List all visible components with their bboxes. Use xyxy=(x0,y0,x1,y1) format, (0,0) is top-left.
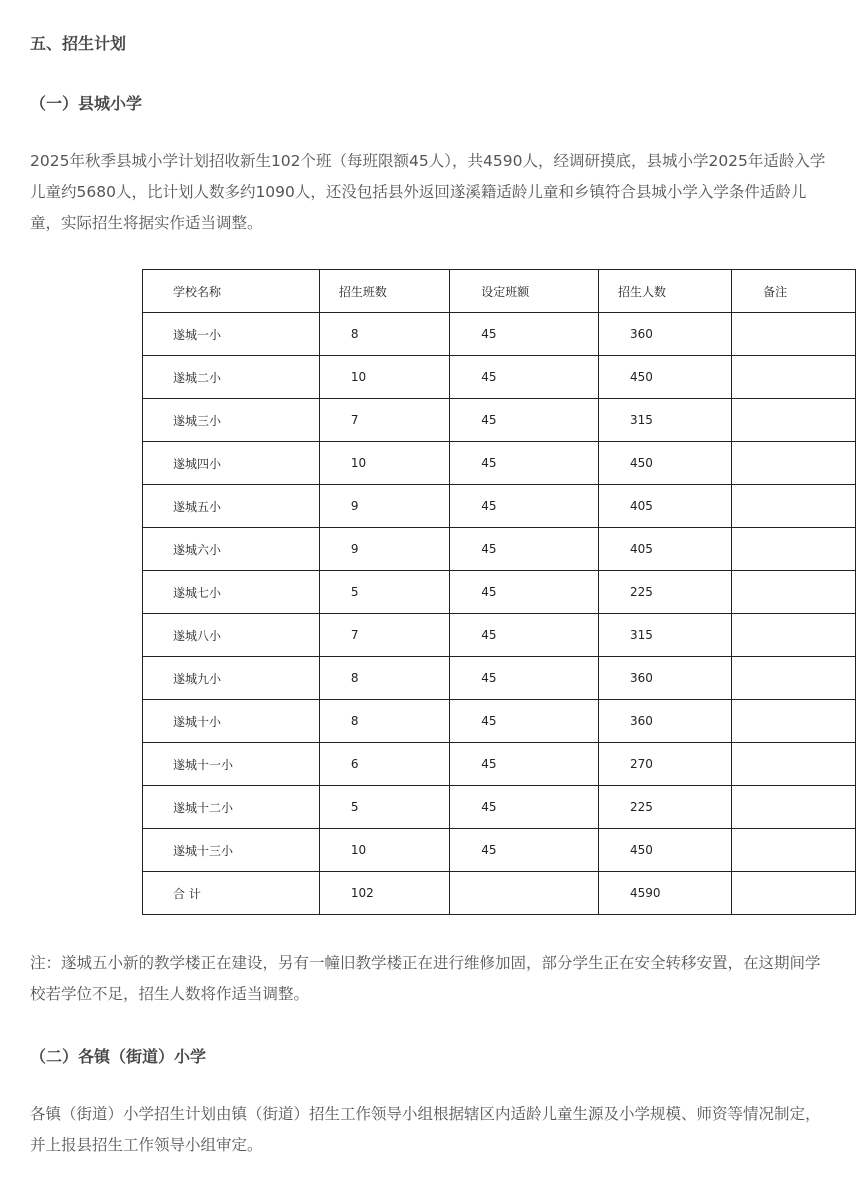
cell-class-count: 8 xyxy=(319,313,449,356)
cell-class-size: 45 xyxy=(450,829,599,872)
table-total-row xyxy=(143,872,856,915)
cell-enrollment: 450 xyxy=(599,442,732,485)
cell-class-size: 45 xyxy=(450,442,599,485)
cell-school-name: 遂城七小 xyxy=(143,571,320,614)
cell-class-size: 45 xyxy=(450,700,599,743)
town-schools-paragraph: 各镇（街道）小学招生计划由镇（街道）招生工作领导小组根据辖区内适龄儿童生源及小学规模、师资等情况制定，并上报县招生工作领导小组审定。 xyxy=(30,1105,821,1154)
cell-enrollment: 315 xyxy=(599,399,732,442)
cell-remarks xyxy=(732,786,856,829)
cell-remarks xyxy=(732,356,856,399)
cell-class-count: 5 xyxy=(319,571,449,614)
header-class-size: 设定班额 xyxy=(450,270,599,313)
cell-enrollment: 315 xyxy=(599,614,732,657)
cell-total-class-size xyxy=(450,872,599,915)
cell-class-count: 5 xyxy=(319,786,449,829)
cell-remarks xyxy=(732,657,856,700)
table-row xyxy=(143,786,856,829)
table-row xyxy=(143,442,856,485)
cell-enrollment: 450 xyxy=(599,356,732,399)
cell-class-size: 45 xyxy=(450,356,599,399)
enrollment-table xyxy=(142,269,856,915)
header-school-name: 学校名称 xyxy=(143,270,320,313)
cell-total-class-count: 102 xyxy=(319,872,449,915)
cell-class-size: 45 xyxy=(450,313,599,356)
table-row xyxy=(143,528,856,571)
cell-enrollment: 360 xyxy=(599,700,732,743)
cell-class-count: 9 xyxy=(319,528,449,571)
table-row xyxy=(143,743,856,786)
cell-remarks xyxy=(732,829,856,872)
cell-enrollment: 450 xyxy=(599,829,732,872)
cell-class-size: 45 xyxy=(450,743,599,786)
county-schools-paragraph: 2025年秋季县城小学计划招收新生102个班（每班限额45人），共4590人，经调研摸底，县城小学2025年适龄入学儿童约5680人，比计划人数多约1090人，还没包括县外返回遂溪籍适龄儿童和乡镇符合县城小学入学条件适龄儿童，实际招生将据实作适当调整。 xyxy=(30,152,826,232)
cell-class-count: 8 xyxy=(319,700,449,743)
cell-class-size: 45 xyxy=(450,485,599,528)
cell-class-size: 45 xyxy=(450,657,599,700)
cell-enrollment: 405 xyxy=(599,528,732,571)
cell-enrollment: 225 xyxy=(599,571,732,614)
cell-school-name: 遂城十二小 xyxy=(143,786,320,829)
table-row xyxy=(143,700,856,743)
table-row xyxy=(143,829,856,872)
cell-class-size: 45 xyxy=(450,399,599,442)
cell-school-name: 遂城二小 xyxy=(143,356,320,399)
cell-class-size: 45 xyxy=(450,786,599,829)
table-row xyxy=(143,614,856,657)
table-note: 注：遂城五小新的教学楼正在建设，另有一幢旧教学楼正在进行维修加固，部分学生正在安全转移安置，在这期间学校若学位不足，招生人数将作适当调整。 xyxy=(30,954,821,1003)
cell-class-count: 10 xyxy=(319,356,449,399)
cell-class-count: 7 xyxy=(319,399,449,442)
cell-class-count: 9 xyxy=(319,485,449,528)
cell-class-size: 45 xyxy=(450,614,599,657)
cell-total-label: 合 计 xyxy=(143,872,320,915)
cell-enrollment: 360 xyxy=(599,657,732,700)
table-row xyxy=(143,485,856,528)
cell-enrollment: 405 xyxy=(599,485,732,528)
cell-class-count: 8 xyxy=(319,657,449,700)
section-title: 五、招生计划 xyxy=(30,34,127,53)
table-row xyxy=(143,356,856,399)
table-header-row xyxy=(143,270,856,313)
cell-remarks xyxy=(732,743,856,786)
cell-school-name: 遂城六小 xyxy=(143,528,320,571)
cell-school-name: 遂城十一小 xyxy=(143,743,320,786)
table-row xyxy=(143,313,856,356)
header-enrollment: 招生人数 xyxy=(599,270,732,313)
cell-class-size: 45 xyxy=(450,528,599,571)
cell-school-name: 遂城三小 xyxy=(143,399,320,442)
cell-remarks xyxy=(732,700,856,743)
subsection-title-county-schools: （一）县城小学 xyxy=(30,94,143,113)
table-row xyxy=(143,571,856,614)
header-remarks: 备注 xyxy=(732,270,856,313)
cell-enrollment: 225 xyxy=(599,786,732,829)
table-row xyxy=(143,657,856,700)
cell-class-count: 10 xyxy=(319,442,449,485)
cell-remarks xyxy=(732,442,856,485)
cell-remarks xyxy=(732,485,856,528)
cell-class-size: 45 xyxy=(450,571,599,614)
cell-school-name: 遂城八小 xyxy=(143,614,320,657)
cell-total-remarks xyxy=(732,872,856,915)
cell-enrollment: 360 xyxy=(599,313,732,356)
cell-remarks xyxy=(732,614,856,657)
cell-school-name: 遂城十三小 xyxy=(143,829,320,872)
cell-remarks xyxy=(732,399,856,442)
table-row xyxy=(143,399,856,442)
cell-class-count: 6 xyxy=(319,743,449,786)
cell-class-count: 7 xyxy=(319,614,449,657)
cell-school-name: 遂城五小 xyxy=(143,485,320,528)
cell-school-name: 遂城十小 xyxy=(143,700,320,743)
header-class-count: 招生班数 xyxy=(319,270,449,313)
cell-remarks xyxy=(732,571,856,614)
cell-total-enrollment: 4590 xyxy=(599,872,732,915)
cell-school-name: 遂城九小 xyxy=(143,657,320,700)
cell-school-name: 遂城四小 xyxy=(143,442,320,485)
cell-enrollment: 270 xyxy=(599,743,732,786)
subsection-title-town-schools: （二）各镇（街道）小学 xyxy=(30,1047,207,1066)
cell-school-name: 遂城一小 xyxy=(143,313,320,356)
cell-remarks xyxy=(732,528,856,571)
cell-remarks xyxy=(732,313,856,356)
cell-class-count: 10 xyxy=(319,829,449,872)
